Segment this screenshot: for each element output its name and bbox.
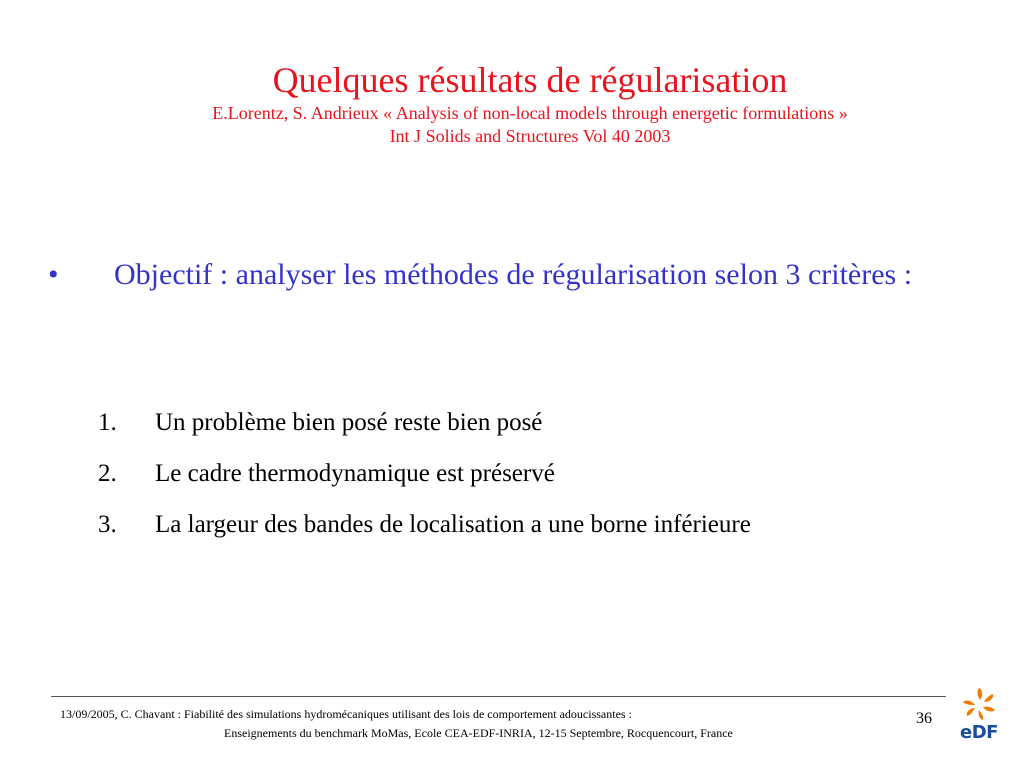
list-item-text: Un problème bien posé reste bien posé [155,409,543,436]
list-item [98,510,1018,561]
list-item-number: 1. [98,409,117,436]
logo-text: eDF [960,722,998,743]
footer-citation-line-1: 13/09/2005, C. Chavant : Fiabilité des simulations hydromécaniques utilisant des lois de comportement adoucissantes : [60,707,632,721]
bullet-marker: • [48,258,59,291]
reference-line-2: Int J Solids and Structures Vol 40 2003 [389,126,671,146]
title-block [0,58,1024,148]
list-item-number: 2. [98,460,117,487]
footer-citation-line-2: Enseignements du benchmark MoMas, Ecole CEA-EDF-INRIA, 12-15 Septembre, Rocquencourt, France [224,726,733,740]
criteria-list [98,408,1018,561]
objective-text: Objectif : analyser les méthodes de régularisation selon 3 critères : [114,258,913,291]
list-item-number: 3. [98,511,117,538]
list-item-text: Le cadre thermodynamique est préservé [155,460,555,487]
list-item [98,459,1018,510]
list-item-text: La largeur des bandes de localisation a une borne inférieure [155,511,751,538]
reference-line-1: E.Lorentz, S. Andrieux « Analysis of non-local models through energetic formulations » [212,103,848,123]
list-item [98,408,1018,459]
page-number: 36 [916,710,932,727]
footer-divider [51,696,946,697]
edf-logo [953,684,1005,750]
slide-title: Quelques résultats de régularisation [272,60,788,100]
edf-flower-logo-icon [953,684,1005,724]
